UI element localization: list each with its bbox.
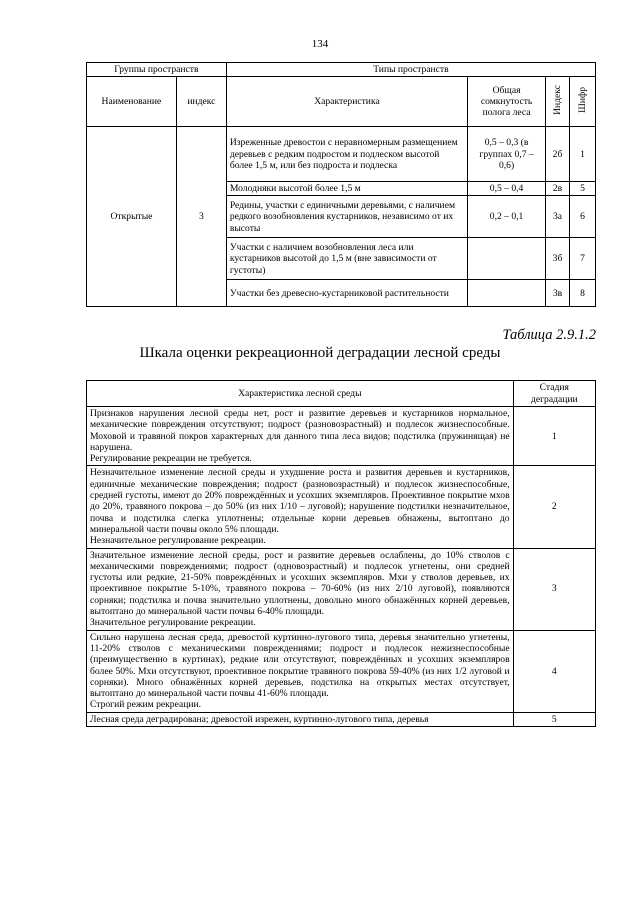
stage-text: Незначительное изменение лесной среды и ухудшение роста и развития деревьев и кустарников, единичные механические повреждения; подрост (разновозрастный) и подлесок жизнеспособные, средней густоты, имеют до 20% повреждённых и усохших экземпляров. Проективное покрытие мхов до 20%, травяного покрова – до 50% (из них 1/10 – луговой); нарушение подстилки незначительное, почва и подстилка слегка уплотнены; отдельные корни деревьев обнажены, вытоптано до минеральной части почвы около 5% площади. (90, 467, 510, 535)
stage-description (87, 630, 514, 712)
row-density (468, 280, 546, 307)
spaces-table (86, 62, 596, 307)
table-row (87, 127, 596, 182)
table-caption-title: Шкала оценки рекреационной деградации лесной среды (139, 345, 501, 361)
table-row (87, 466, 596, 548)
col-density: Общая сомкнутость полога леса (468, 77, 546, 127)
stage-description (87, 466, 514, 548)
col-code: Шифр (576, 87, 588, 114)
row-char: Участки с наличием возобновления леса или кустарников высотой до 1,5 м (вне зависимости от густоты) (226, 238, 467, 280)
col-code-cell (569, 77, 595, 127)
row-index: 3в (546, 280, 570, 307)
col-stage: Стадия деградации (513, 381, 595, 407)
row-char: Участки без древесно-кустарниковой растительности (226, 280, 467, 307)
row-code: 8 (569, 280, 595, 307)
col-name: Наименование (87, 77, 177, 127)
row-density: 0,5 – 0,3 (в группах 0,7 – 0,6) (468, 127, 546, 182)
col-idx-short: Индекс (551, 85, 563, 116)
header-groups: Группы пространств (87, 63, 227, 77)
col-characteristic: Характеристика (226, 77, 467, 127)
row-code: 7 (569, 238, 595, 280)
degradation-table (86, 380, 596, 727)
stage-description (87, 712, 514, 726)
row-density: 0,2 – 0,1 (468, 196, 546, 238)
table-row (87, 407, 596, 466)
page-number: 134 (311, 38, 329, 50)
stage-value: 1 (513, 407, 595, 466)
stage-regime: Регулирование рекреации не требуется. (90, 453, 252, 465)
table-row (87, 712, 596, 726)
group-name: Открытые (87, 127, 177, 307)
row-code: 5 (569, 182, 595, 196)
header-types: Типы пространств (226, 63, 595, 77)
row-index: 3б (546, 238, 570, 280)
stage-value: 5 (513, 712, 595, 726)
stage-value: 4 (513, 630, 595, 712)
stage-description (87, 548, 514, 630)
stage-text: Признаков нарушения лесной среды нет, рост и развитие деревьев и кустарников нормальное, механические повреждения отсутствуют; подрост (разновозрастный) и подлесок жизнеспособные. Моховой и травяной покров характерных для данного типа леса видов; подстилка (пружинящая) не нарушена. (90, 408, 510, 453)
row-index: 3а (546, 196, 570, 238)
row-char: Редины, участки с единичными деревьями, с наличием редкого возобновления кустарников, независимо от их высоты (226, 196, 467, 238)
group-index: 3 (176, 127, 226, 307)
stage-text: Сильно нарушена лесная среда, древостой куртинно-лугового типа, деревья значительно угнетены, 11-20% стволов с механическими повреждениями; подрост и подлесок нежизнеспособные (преимущественно в куртинах), редкие или отсутствуют, повреждённых и усохших экземпляров более 50%. Мхи отсутствуют, проективное покрытие травяного покрова 59-40% (из них 1/2 луговой и сорняки). Много обнажённых корней деревьев, подстилка на открытых местах отсутствует, вытоптано до минеральной части почвы 41-60% площади. (90, 631, 510, 700)
stage-value: 3 (513, 548, 595, 630)
table-row (87, 548, 596, 630)
col-forest-char: Характеристика лесной среды (87, 381, 514, 407)
row-code: 1 (569, 127, 595, 182)
row-char: Молодняки высотой более 1,5 м (226, 182, 467, 196)
row-char: Изреженные древостои с неравномерным размещением деревьев с редким подростом и подлеском высотой более 1,5 м, или без подроста и подлеска (226, 127, 467, 182)
row-density: 0,5 – 0,4 (468, 182, 546, 196)
col-idx-short-cell (546, 77, 570, 127)
table-caption-label: Таблица 2.9.1.2 (502, 327, 596, 343)
row-code: 6 (569, 196, 595, 238)
stage-description (87, 407, 514, 466)
row-density (468, 238, 546, 280)
stage-regime: Незначительное регулирование рекреации. (90, 535, 266, 547)
stage-regime: Значительное регулирование рекреации. (90, 617, 256, 629)
row-index: 2в (546, 182, 570, 196)
stage-text: Лесная среда деградирована; древостой изрежен, куртинно-лугового типа, деревья (90, 713, 429, 725)
row-index: 2б (546, 127, 570, 182)
stage-value: 2 (513, 466, 595, 548)
stage-text: Значительное изменение лесной среды, рост и развитие деревьев ослаблены, до 10% стволов с механическими повреждениями; подрост (одновозрастный) и подлесок угнетены, они средней густоты или редкие, 21-50% повреждённых и усохших экземпляров. Мхи у стволов деревьев, их проективное покрытие 5-10%, травяного покрова – 70-60% (из них 2/10 луговой), появляются сорняки; подстилка и почва значительно уплотнены, довольно много обнажённых корней деревьев, вытоптано до минеральной части почвы 6-40% площади. (90, 549, 510, 618)
col-index: индекс (176, 77, 226, 127)
table-row (87, 630, 596, 712)
stage-regime: Строгий режим рекреации. (90, 699, 202, 711)
